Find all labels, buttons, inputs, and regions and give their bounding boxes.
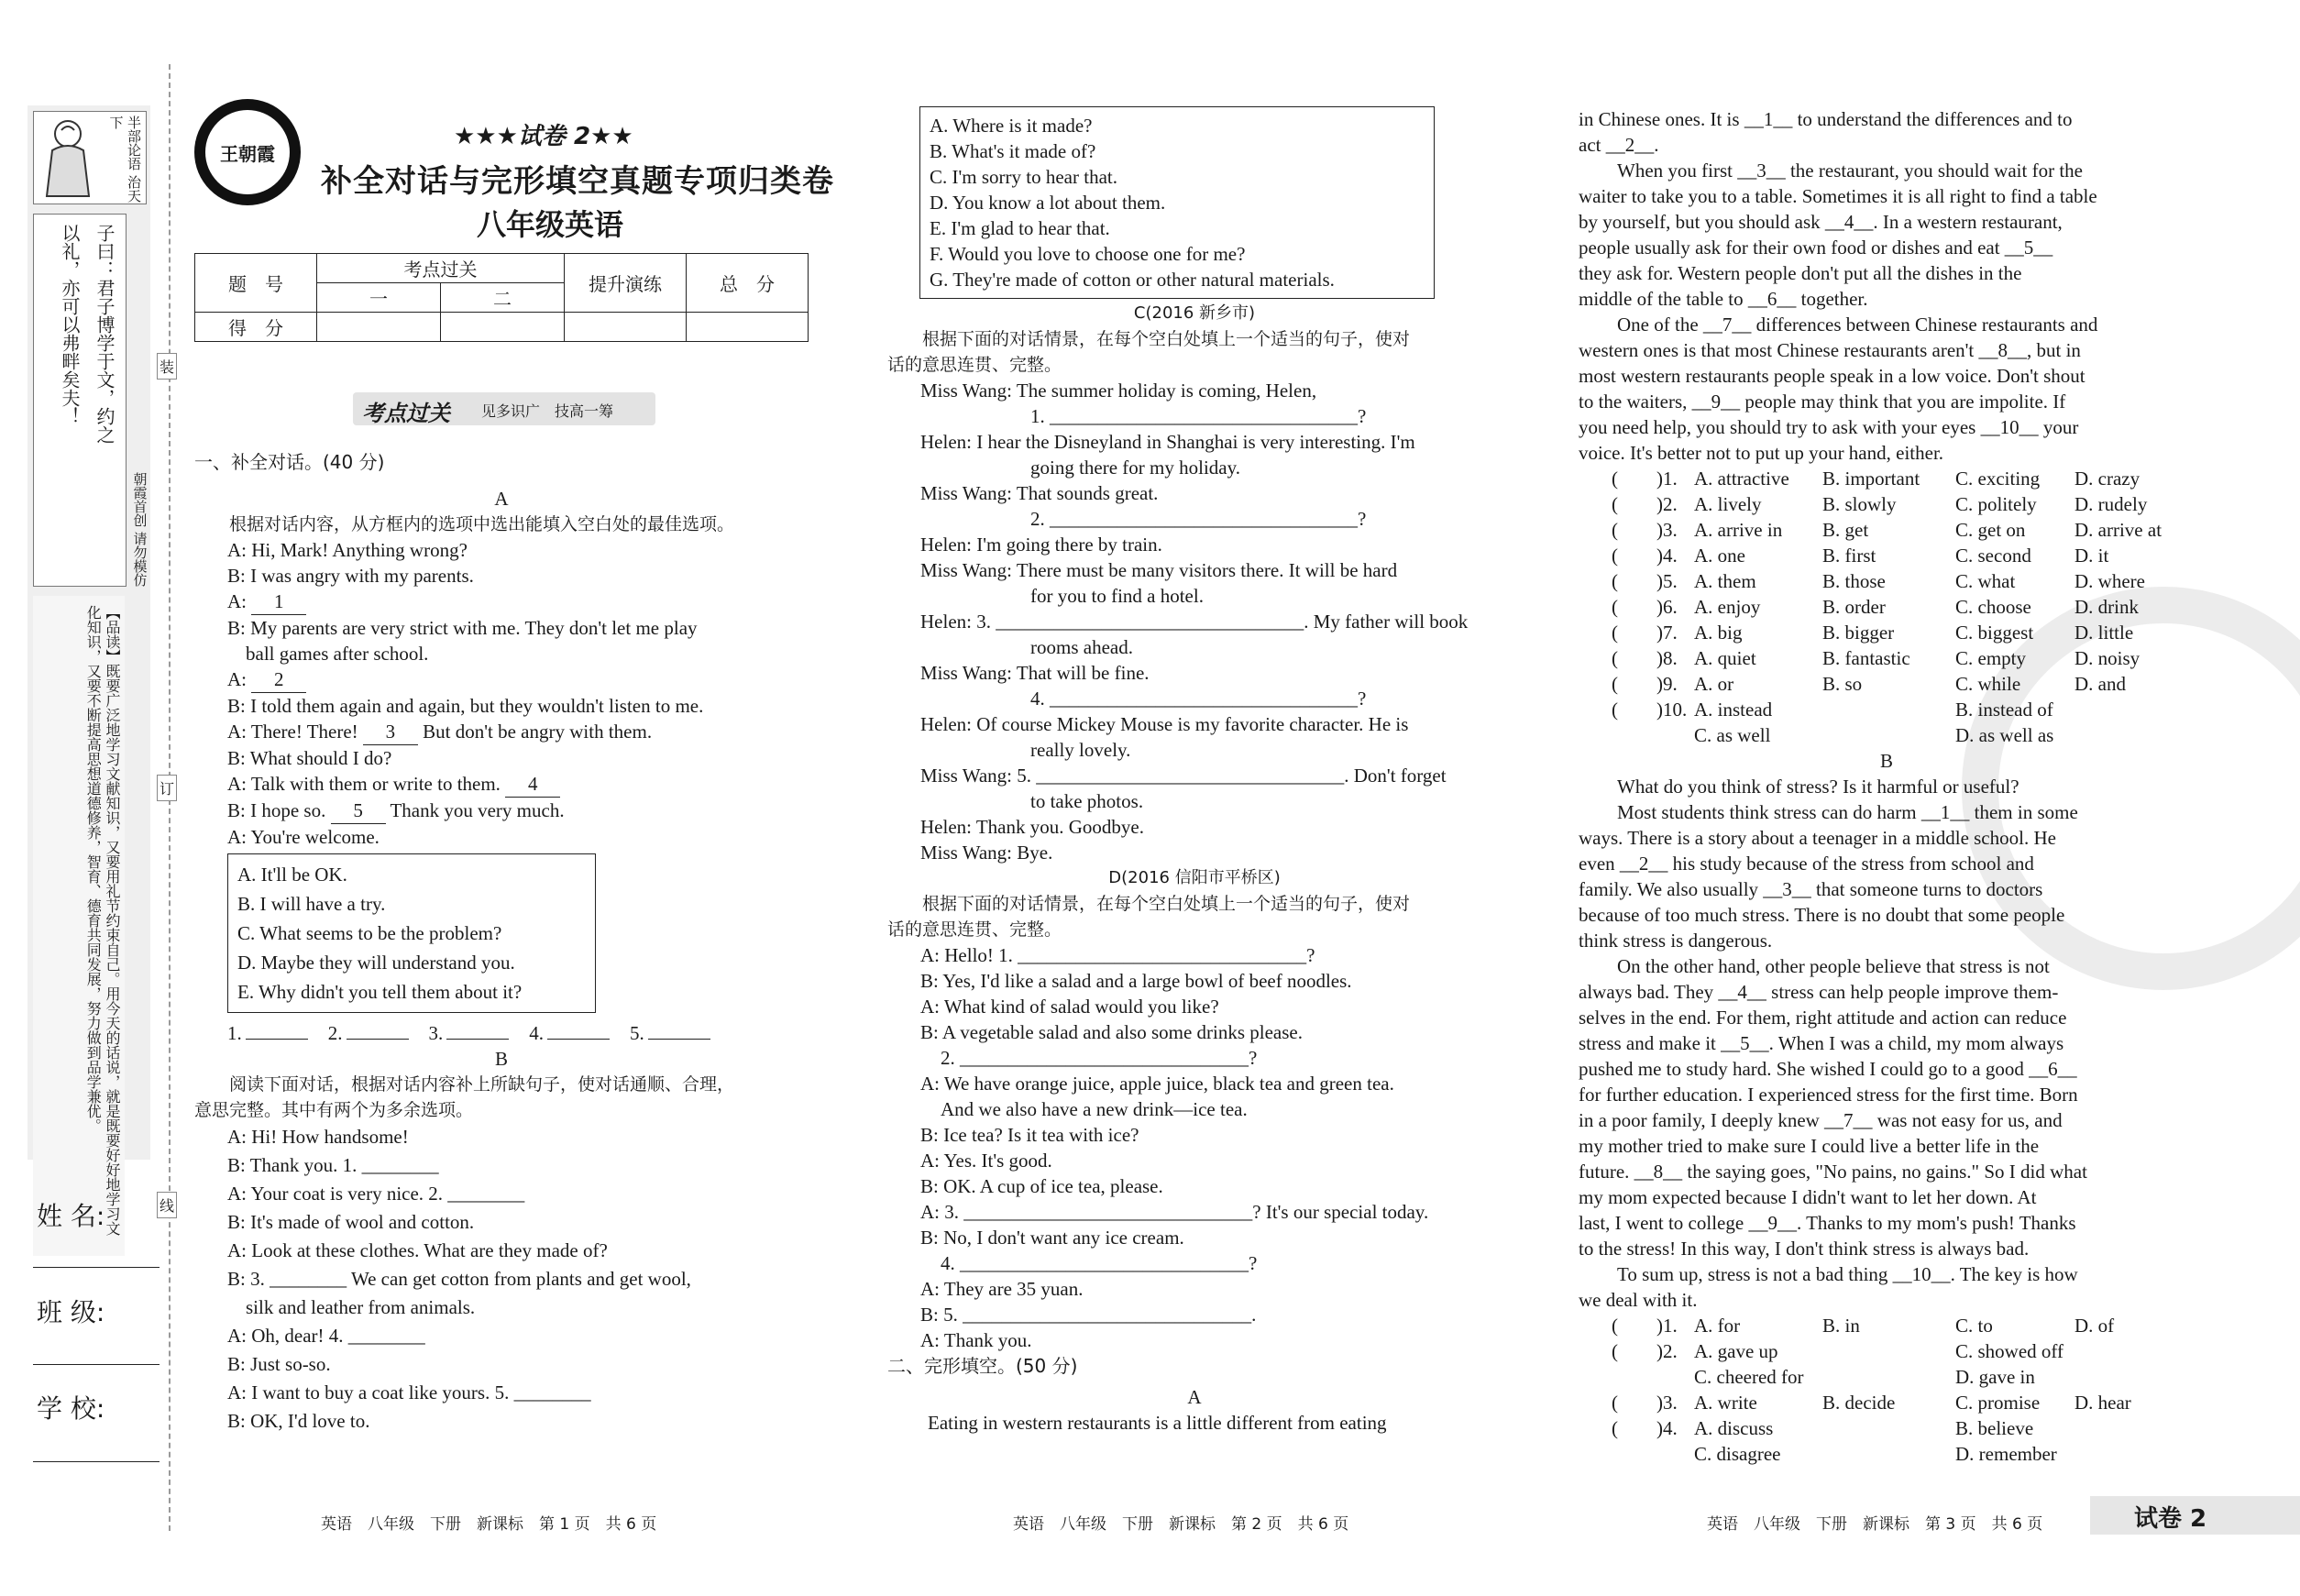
dialogue-line: B: It's made of wool and cotton.: [227, 1211, 475, 1233]
publisher-logo: [194, 99, 301, 205]
choice-option: [1822, 1415, 1955, 1441]
section-D-dialogue: [887, 942, 1502, 1353]
dialogue-line: 4. ________________________________?: [1030, 688, 1367, 710]
passage-line: pushed me to study hard. She wished I could go to a good __6__: [1579, 1058, 2077, 1080]
choice-option[interactable]: D. hear: [2074, 1392, 2131, 1414]
passage-line: What do you think of stress? Is it harmful or useful?: [1579, 776, 2019, 798]
choice-option[interactable]: D. where: [2074, 570, 2145, 592]
choice-option[interactable]: D. of: [2074, 1315, 2115, 1337]
passage-line: in a poor family, I deeply knew __7__ was not easy for us, and: [1579, 1109, 2063, 1131]
school-line[interactable]: [33, 1461, 160, 1462]
part2-title: 二、完形填空。(50 分): [887, 1355, 1078, 1377]
section-B-dialogue: [194, 1123, 809, 1436]
passage-line: To sum up, stress is not a bad thing __10__. The key is how: [1579, 1263, 2078, 1285]
passage-line: think stress is dangerous.: [1579, 930, 1773, 952]
choice-option[interactable]: B. first: [1822, 545, 1876, 567]
dialogue-line: Miss Wang: That will be fine.: [920, 662, 1150, 684]
choice-option[interactable]: B. get: [1822, 519, 1869, 541]
passage-line: they ask for. Western people don't put all the dishes in the: [1579, 262, 2022, 284]
choice-option[interactable]: D. arrive at: [2074, 519, 2162, 541]
choice-option[interactable]: A. write: [1694, 1392, 1757, 1414]
choice-option: [1822, 1364, 1955, 1390]
choice-option[interactable]: B. those: [1822, 570, 1886, 592]
score-table-label: 题 号: [195, 254, 317, 313]
passage-line: western ones is that most Chinese restaurants aren't __8__, but in: [1579, 339, 2081, 361]
choice-row: [1612, 543, 2195, 568]
column-3: [1579, 106, 2195, 1467]
name-line[interactable]: [33, 1267, 160, 1268]
score-table-section1: 考点过关: [317, 254, 565, 283]
choice-number: ( )2.: [1612, 1340, 1678, 1362]
choice-option[interactable]: A. attractive: [1694, 468, 1789, 490]
choice-option[interactable]: C. get on: [1955, 519, 2026, 541]
binding-char-3: 线: [157, 1192, 177, 1218]
choice-number: ( )3.: [1612, 1392, 1678, 1414]
option-item: D. Maybe they will understand you.: [237, 952, 515, 974]
score-cell-4[interactable]: [687, 313, 809, 342]
answer-blank[interactable]: [347, 1039, 409, 1040]
passage-line: my mom expected because I didn't want to let her down. At: [1579, 1186, 2037, 1208]
scholar-figure-icon: [36, 114, 100, 202]
sidebar-quote-box: [33, 214, 127, 587]
choice-option[interactable]: C. cheered for: [1694, 1366, 1804, 1388]
section-B-title: B: [494, 1048, 508, 1070]
dialogue-line: B: A vegetable salad and also some drinks please.: [920, 1021, 1303, 1043]
dialogue-line: A: Oh, dear! 4. ________: [227, 1325, 425, 1347]
score-cell-3[interactable]: [565, 313, 687, 342]
dialogue-line: B: Just so-so.: [227, 1353, 331, 1375]
section-B-instructions-1: 阅读下面对话，根据对话内容补上所缺句子，使对话通顺、合理，: [229, 1074, 735, 1095]
choice-row: [1612, 594, 2195, 620]
dialogue-line: 2. ________________________________?: [1030, 508, 1367, 530]
answer-number: 2.: [327, 1022, 343, 1044]
dialogue-line: B: I hope so. 5 Thank you very much.: [194, 798, 809, 824]
choice-option[interactable]: A. arrive in: [1694, 519, 1783, 541]
passage-line: middle of the table to __6__ together.: [1579, 288, 1868, 310]
passage-line: we deal with it.: [1579, 1289, 1698, 1311]
dialogue-line: A: Talk with them or write to them. 4: [194, 771, 809, 798]
passage-line: When you first __3__ the restaurant, you should wait for the: [1579, 160, 2083, 182]
dialogue-line: A: 2: [194, 666, 809, 693]
score-cell-1[interactable]: [317, 313, 441, 342]
dialogue-line: 4. ______________________________?: [941, 1252, 1258, 1274]
section-D-instructions-1: 根据下面的对话情景，在每个空白处填上一个适当的句子，使对: [922, 894, 1411, 914]
section-D-instructions-2: 话的意思连贯、完整。: [887, 919, 1062, 940]
passage-line: One of the __7__ differences between Chinese restaurants and: [1579, 314, 2098, 336]
option-item: G. They're made of cotton or other natural materials.: [930, 269, 1335, 291]
cloze-A-choices: [1612, 466, 2195, 748]
dialogue-line: A: Hello! 1. ______________________________?: [920, 944, 1315, 966]
choice-number: ( )5.: [1612, 570, 1678, 592]
answer-number: 5.: [630, 1022, 644, 1044]
choice-option[interactable]: B. in: [1822, 1315, 1860, 1337]
choice-number: ( )6.: [1612, 596, 1678, 618]
section-A-instructions: 根据对话内容，从方框内的选项中选出能填入空白处的最佳选项。: [229, 514, 735, 534]
choice-option[interactable]: A. one: [1694, 545, 1745, 567]
passage-line: stress and make it __5__. When I was a child, my mom always: [1579, 1032, 2064, 1054]
cloze-B-passage: [1579, 774, 2195, 1313]
score-row-label: 得 分: [195, 313, 317, 342]
passage-line: family. We also usually __3__ that someone turns to doctors: [1579, 878, 2043, 900]
sidebar-reading: 【品读】既要广泛地学习文献知识，又要用礼节约束自己。用今天的话说，就是既要好好地学习文化知识，又要不断提高思想道德修养，智育、德育共同发展，努力做到品学兼优。: [84, 605, 121, 1236]
choice-option[interactable]: D. gave in: [1955, 1366, 2035, 1388]
choice-option[interactable]: A. or: [1694, 673, 1734, 695]
choice-option[interactable]: D. little: [2074, 622, 2134, 644]
choice-option[interactable]: A. discuss: [1694, 1417, 1774, 1439]
choice-option[interactable]: C. empty: [1955, 647, 2026, 669]
dialogue-line: Miss Wang: That sounds great.: [920, 482, 1159, 504]
choice-option[interactable]: D. remember: [1955, 1443, 2057, 1465]
dialogue-line: A: Hi! How handsome!: [227, 1126, 409, 1148]
choice-option[interactable]: B. important: [1822, 468, 1920, 490]
passage-line: selves in the end. For them, right attitude and action can reduce: [1579, 1007, 2067, 1029]
passage-line: even __2__ his study because of the stress from school and: [1579, 853, 2034, 875]
choice-option: [1822, 722, 1955, 748]
option-item: D. You know a lot about them.: [930, 192, 1166, 214]
choice-option[interactable]: C. choose: [1955, 596, 2031, 618]
option-item: A. Where is it made?: [930, 115, 1093, 137]
footer-page-3: 英语 八年级 下册 新课标 第 3 页 共 6 页: [1707, 1515, 2043, 1534]
choice-number: ( )4.: [1612, 1417, 1678, 1439]
dialogue-line: silk and leather from animals.: [246, 1296, 476, 1318]
option-item: A. It'll be OK.: [237, 864, 347, 886]
passage-line: waiter to take you to a table. Sometimes it is all right to find a table: [1579, 185, 2097, 207]
column-1: [194, 449, 809, 1436]
cloze-B-choices: [1612, 1313, 2195, 1467]
choice-number: ( )4.: [1612, 545, 1678, 567]
choice-option[interactable]: D. as well as: [1955, 724, 2054, 746]
dialogue-line: B: OK. A cup of ice tea, please.: [920, 1175, 1163, 1197]
binding-char-1: 装: [157, 353, 177, 380]
choice-row: [1612, 697, 2195, 722]
dialogue-line: Miss Wang: The summer holiday is coming, Helen,: [920, 380, 1317, 402]
choice-number: ( )1.: [1612, 468, 1678, 490]
section-B-instructions-2: 意思完整。其中有两个为多余选项。: [194, 1100, 474, 1120]
choice-option: [2074, 1415, 2175, 1441]
sidebar-reading-box: [33, 596, 125, 1256]
passage-line: to the stress! In this way, I don't think stress is always bad.: [1579, 1238, 2030, 1260]
choice-option[interactable]: B. instead of: [1955, 699, 2053, 721]
section-banner-title: 考点过关: [362, 401, 450, 426]
dialogue-line: ball games after school.: [246, 643, 429, 665]
choice-row: [1612, 1441, 2195, 1467]
choice-row: [1612, 568, 2195, 594]
choice-option[interactable]: C. while: [1955, 673, 2021, 695]
dialogue-line: Helen: 3. ________________________________. My father will book: [920, 611, 1469, 633]
class-line[interactable]: [33, 1364, 160, 1365]
choice-option[interactable]: A. instead: [1694, 699, 1773, 721]
section-banner: [353, 392, 655, 425]
dialogue-line: rooms ahead.: [1030, 636, 1133, 658]
dialogue-line: Miss Wang: 5. ________________________________. Don't forget: [920, 765, 1447, 787]
dialogue-line: A: Thank you.: [920, 1329, 1032, 1351]
answer-blank[interactable]: [246, 1039, 308, 1040]
dialogue-line: A: 1: [194, 589, 809, 615]
choice-option[interactable]: A. for: [1694, 1315, 1741, 1337]
dialogue-line: And we also have a new drink—ice tea.: [941, 1098, 1248, 1120]
dialogue-line: B: I told them again and again, but they wouldn't listen to me.: [227, 695, 704, 717]
option-item: C. What seems to be the problem?: [237, 922, 502, 944]
paper-title: 补全对话与完形填空真题专项归类卷: [321, 163, 834, 200]
cloze-A-title: A: [1187, 1386, 1202, 1408]
dialogue-line: A: I want to buy a coat like yours. 5. ________: [227, 1381, 591, 1403]
passage-line: people usually ask for their own food or dishes and eat __5__: [1579, 237, 2053, 259]
dialogue-line: A: Yes. It's good.: [920, 1150, 1052, 1172]
dialogue-line: going there for my holiday.: [1030, 457, 1241, 479]
class-label: 班 级:: [37, 1297, 105, 1327]
choice-option[interactable]: C. promise: [1955, 1392, 2041, 1414]
answer-number: 4.: [529, 1022, 544, 1044]
choice-row: [1612, 722, 2195, 748]
choice-row: [1612, 1313, 2195, 1338]
choice-option: [2074, 1364, 2175, 1390]
dialogue-line: really lovely.: [1030, 739, 1131, 761]
answer-number: 1.: [227, 1022, 242, 1044]
dialogue-line: B: OK, I'd love to.: [227, 1410, 370, 1432]
passage-line: you need help, you should try to ask with your eyes __10__ your: [1579, 416, 2079, 438]
score-table-section2: 提升演练: [565, 254, 687, 313]
choice-row: [1612, 1390, 2195, 1415]
dialogue-line: A: What kind of salad would you like?: [920, 996, 1219, 1018]
choice-row: [1612, 671, 2195, 697]
choice-row: [1612, 620, 2195, 645]
answer-blank[interactable]: [547, 1039, 610, 1040]
passage-line: act __2__.: [1579, 134, 1659, 156]
dialogue-line: A: They are 35 yuan.: [920, 1278, 1084, 1300]
passage-line: always bad. They __4__ stress can help people improve them-: [1579, 981, 2059, 1003]
passage-line: last, I went to college __9__. Thanks to my mom's push! Thanks: [1579, 1212, 2076, 1234]
score-cell-2[interactable]: [441, 313, 565, 342]
passage-line: voice. It's better not to put up your hand, either.: [1579, 442, 1944, 464]
binding-char-2: 订: [157, 775, 177, 801]
choice-option[interactable]: C. to: [1955, 1315, 1993, 1337]
choice-option[interactable]: B. order: [1822, 596, 1886, 618]
section-C-title: C(2016 新乡市): [1133, 303, 1256, 323]
section-C-instructions-1: 根据下面的对话情景，在每个空白处填上一个适当的句子，使对: [922, 329, 1411, 349]
dialogue-line: 1. ________________________________?: [1030, 405, 1367, 427]
school-label: 学 校:: [37, 1393, 105, 1424]
passage-line: Most students think stress can do harm __1__ them in some: [1579, 801, 2078, 823]
dialogue-line: for you to find a hotel.: [1030, 585, 1204, 607]
section-C-instructions-2: 话的意思连贯、完整。: [887, 355, 1062, 375]
choice-row: [1612, 645, 2195, 671]
option-item: C. I'm sorry to hear that.: [930, 166, 1117, 188]
choice-row: [1612, 1364, 2195, 1390]
passage-line: ways. There is a story about a teenager in a middle school. He: [1579, 827, 2056, 849]
footer-page-2: 英语 八年级 下册 新课标 第 2 页 共 6 页: [1013, 1515, 1349, 1534]
dialogue-line: to take photos.: [1030, 790, 1144, 812]
choice-number: [1612, 722, 1694, 748]
choice-option[interactable]: B. decide: [1822, 1392, 1896, 1414]
sidebar-quote-2: 以礼，亦可以弗畔矣夫！: [59, 224, 81, 425]
dialogue-line: 2. ______________________________?: [941, 1047, 1258, 1069]
dialogue-line: A: Hi, Mark! Anything wrong?: [227, 539, 468, 561]
choice-number: ( )8.: [1612, 647, 1678, 669]
sidebar-logo-box: [33, 111, 147, 204]
dialogue-line: Helen: I hear the Disneyland in Shanghai is very interesting. I'm: [920, 431, 1415, 453]
part1-title: 一、补全对话。(40 分): [194, 451, 385, 473]
choice-option: [1822, 697, 1955, 722]
footer-tag: 试卷 2: [2134, 1505, 2207, 1533]
choice-option[interactable]: B. bigger: [1822, 622, 1895, 644]
choice-option[interactable]: B. believe: [1955, 1417, 2034, 1439]
choice-option: [2074, 1441, 2175, 1467]
choice-option[interactable]: C. politely: [1955, 493, 2037, 515]
sidebar-motto: 半部论语 治天下: [107, 116, 142, 203]
choice-option: [1822, 1338, 1955, 1364]
choice-option[interactable]: A. quiet: [1694, 647, 1756, 669]
choice-number: ( )2.: [1612, 493, 1678, 515]
answer-number: 3.: [428, 1022, 444, 1044]
dialogue-line: B: 5. ______________________________.: [920, 1304, 1257, 1326]
dialogue-line: A: Your coat is very nice. 2. ________: [227, 1183, 525, 1205]
answer-blank[interactable]: [446, 1039, 509, 1040]
choice-option: [2074, 1338, 2175, 1364]
dialogue-line: A: You're welcome.: [227, 826, 380, 848]
answer-blank[interactable]: 3: [363, 719, 418, 745]
choice-number: ( )9.: [1612, 673, 1678, 695]
section-D-title: D(2016 信阳市平桥区): [1108, 868, 1281, 887]
dialogue-line: B: No, I don't want any ice cream.: [920, 1227, 1184, 1249]
section-A-title: A: [494, 488, 509, 510]
paper-subtitle: 八年级英语: [477, 207, 624, 242]
choice-option[interactable]: C. disagree: [1694, 1443, 1781, 1465]
dialogue-line: Helen: Of course Mickey Mouse is my favorite character. He is: [920, 713, 1409, 735]
choice-option[interactable]: D. rudely: [2074, 493, 2148, 515]
dialogue-line: A: Look at these clothes. What are they made of?: [227, 1239, 608, 1261]
dialogue-line: Helen: I'm going there by train.: [920, 534, 1162, 556]
choice-number: ( )3.: [1612, 519, 1678, 541]
choice-option[interactable]: D. drink: [2074, 596, 2139, 618]
dialogue-line: A: 3. ______________________________? It's our special today.: [920, 1201, 1429, 1223]
choice-row: [1612, 491, 2195, 517]
choice-option[interactable]: A. them: [1694, 570, 1756, 592]
choice-option: [2074, 722, 2175, 748]
choice-option[interactable]: A. gave up: [1694, 1340, 1778, 1362]
answer-blank[interactable]: 1: [251, 589, 306, 615]
dialogue-line: B: I was angry with my parents.: [227, 565, 474, 587]
option-item: F. Would you love to choose one for me?: [930, 243, 1246, 265]
choice-number: ( )10.: [1612, 699, 1688, 721]
passage-line: by yourself, but you should ask __4__. In a western restaurant,: [1579, 211, 2063, 233]
choice-row: [1612, 466, 2195, 491]
dialogue-line: B: Ice tea? Is it tea with ice?: [920, 1124, 1139, 1146]
option-item: B. I will have a try.: [237, 893, 386, 915]
sidebar-tag: 朝霞首创 请勿模仿: [131, 472, 149, 587]
score-table-total: 总 分: [687, 254, 809, 313]
choice-option: [2074, 697, 2175, 722]
section-A-answer-row: [194, 1020, 809, 1046]
answer-blank[interactable]: 4: [505, 771, 560, 798]
passage-line: for further education. I experienced stress for the first time. Born: [1579, 1084, 2078, 1106]
choice-number: ( )7.: [1612, 622, 1678, 644]
choice-row: [1612, 1415, 2195, 1441]
choice-option[interactable]: A. lively: [1694, 493, 1762, 515]
choice-option[interactable]: D. and: [2074, 673, 2126, 695]
choice-option[interactable]: C. showed off: [1955, 1340, 2064, 1362]
dialogue-line: A: We have orange juice, apple juice, black tea and green tea.: [920, 1073, 1394, 1095]
passage-line: most western restaurants people speak in a low voice. Don't shout: [1579, 365, 2085, 387]
option-item: B. What's it made of?: [930, 140, 1096, 162]
choice-row: [1612, 517, 2195, 543]
dialogue-line: A: There! There! 3 But don't be angry with them.: [194, 719, 809, 745]
passage-line: because of too much stress. There is no doubt that some people: [1579, 904, 2065, 926]
footer-tag-bg: [2090, 1496, 2300, 1535]
choice-option[interactable]: C. biggest: [1955, 622, 2034, 644]
paper-number: ★★★试卷 2★★: [454, 123, 633, 150]
choice-option[interactable]: A. big: [1694, 622, 1743, 644]
footer-page-1: 英语 八年级 下册 新课标 第 1 页 共 6 页: [321, 1515, 657, 1534]
choice-number: ( )1.: [1612, 1315, 1678, 1337]
section-B-options: [919, 106, 1435, 299]
cloze-B-title: B: [1879, 750, 1893, 772]
choice-option[interactable]: C. as well: [1694, 724, 1771, 746]
answer-blank[interactable]: [648, 1039, 710, 1040]
section-A-dialogue: [194, 537, 809, 850]
cloze-A-first-line: Eating in western restaurants is a little different from eating: [928, 1412, 1387, 1434]
passage-line: On the other hand, other people believe that stress is not: [1579, 955, 2050, 977]
choice-row: [1612, 1338, 2195, 1364]
choice-option[interactable]: D. crazy: [2074, 468, 2140, 490]
choice-option[interactable]: B. so: [1822, 673, 1863, 695]
passage-line: my mother tried to make sure I could live a better life in the: [1579, 1135, 2040, 1157]
passage-line: in Chinese ones. It is __1__ to understand the differences and to: [1579, 108, 2073, 130]
logo-text: 王朝霞: [220, 143, 275, 165]
section-C-dialogue: [887, 378, 1502, 865]
section-banner-sub: 见多识广 技高一筹: [481, 402, 614, 420]
choice-option[interactable]: D. noisy: [2074, 647, 2140, 669]
dialogue-line: B: Yes, I'd like a salad and a large bowl of beef noodles.: [920, 970, 1352, 992]
option-item: E. Why didn't you tell them about it?: [237, 981, 523, 1003]
passage-line: to the waiters, __9__ people may think that you are impolite. If: [1579, 391, 2066, 413]
choice-option[interactable]: B. slowly: [1822, 493, 1897, 515]
answer-blank[interactable]: 5: [331, 798, 386, 824]
choice-option[interactable]: C. exciting: [1955, 468, 2041, 490]
choice-number: [1612, 1441, 1694, 1467]
cloze-A-passage: [1579, 106, 2195, 466]
option-item: E. I'm glad to hear that.: [930, 217, 1110, 239]
dialogue-line: B: Thank you. 1. ________: [227, 1154, 439, 1176]
choice-option[interactable]: C. second: [1955, 545, 2031, 567]
dialogue-line: Miss Wang: There must be many visitors there. It will be hard: [920, 559, 1398, 581]
choice-option[interactable]: A. enjoy: [1694, 596, 1761, 618]
choice-option[interactable]: D. it: [2074, 545, 2109, 567]
dialogue-line: Miss Wang: Bye.: [920, 842, 1053, 864]
dialogue-line: B: What should I do?: [227, 747, 392, 769]
name-label: 姓 名:: [37, 1201, 105, 1231]
score-table-sub1: 一: [317, 283, 441, 313]
sidebar-quote-1: 子曰：君子博学于文，约之: [94, 224, 116, 444]
dialogue-line: B: 3. ________ We can get cotton from plants and get wool,: [227, 1268, 691, 1290]
score-table: [194, 253, 809, 342]
section-A-options: [227, 853, 596, 1013]
choice-option[interactable]: B. fantastic: [1822, 647, 1910, 669]
answer-blank[interactable]: 2: [251, 666, 306, 693]
column-2: [887, 106, 1502, 1436]
dialogue-line: Helen: Thank you. Goodbye.: [920, 816, 1144, 838]
score-table-sub2: 二: [441, 283, 565, 313]
passage-line: future. __8__ the saying goes, "No pains, no gains." So I did what: [1579, 1161, 2087, 1183]
dialogue-line: B: My parents are very strict with me. They don't let me play: [227, 617, 698, 639]
choice-number: [1612, 1364, 1694, 1390]
choice-option: [1822, 1441, 1955, 1467]
choice-option[interactable]: C. what: [1955, 570, 2016, 592]
